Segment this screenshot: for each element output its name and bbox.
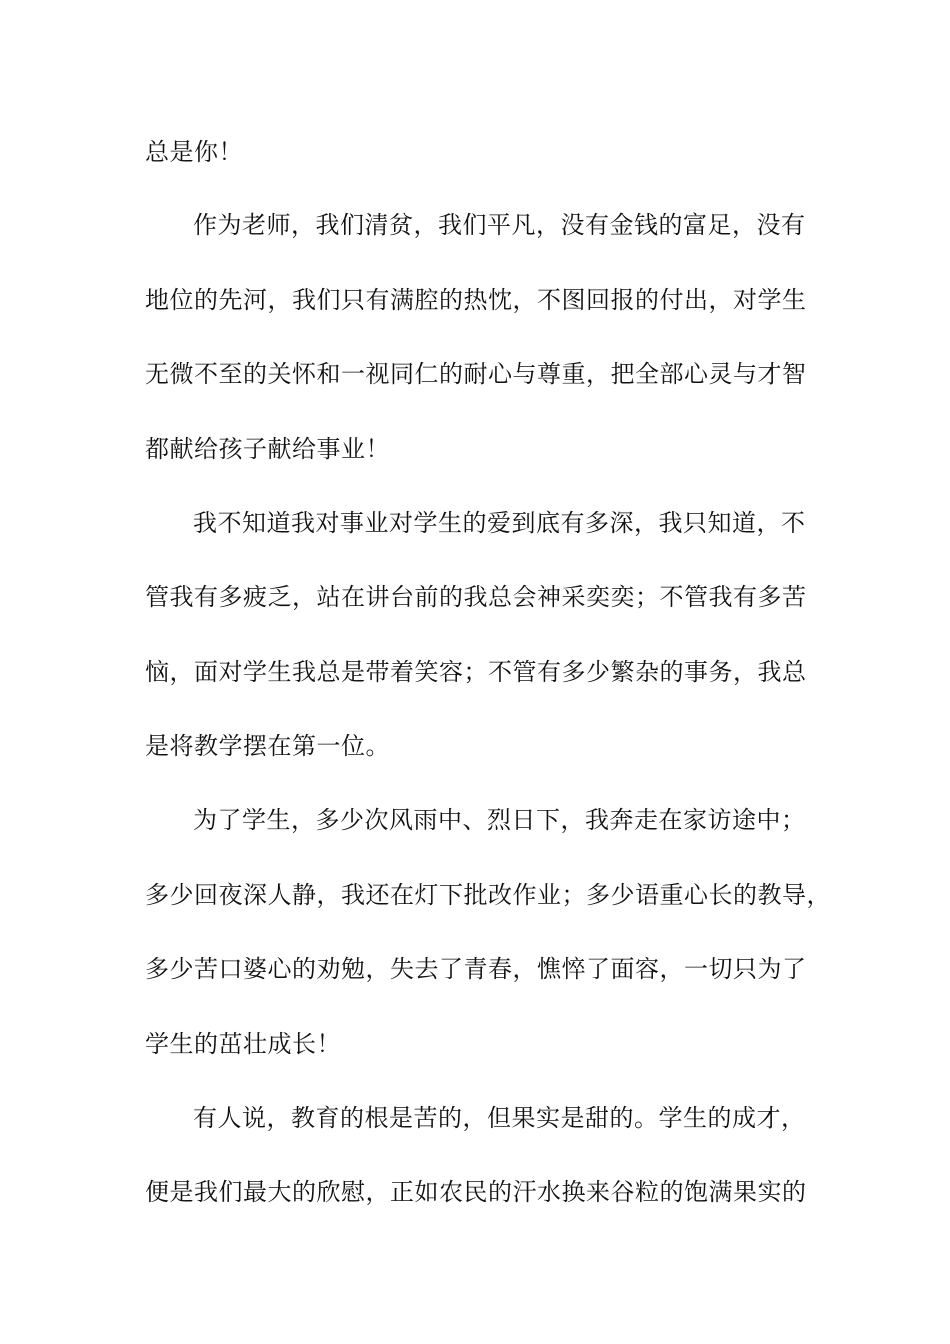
paragraph-first-line: 作为老师，我们清贫，我们平凡，没有金钱的富足，没有 [193, 211, 806, 239]
text-line: 多少回夜深人静，我还在灯下批改作业；多少语重心长的教导， [145, 881, 831, 909]
text-line: 都献给孩子献给事业！ [145, 435, 390, 463]
text-line: 无微不至的关怀和一视同仁的耐心与尊重，把全部心灵与才智 [145, 360, 807, 388]
paragraph-first-line: 为了学生，多少次风雨中、烈日下，我奔走在家访途中； [193, 806, 806, 834]
text-line: 是将教学摆在第一位。 [145, 732, 390, 760]
text-line: 恼，面对学生我总是带着笑容；不管有多少繁杂的事务，我总 [145, 658, 807, 686]
paragraph-first-line: 我不知道我对事业对学生的爱到底有多深，我只知道，不 [193, 509, 806, 537]
text-line: 学生的茁壮成长！ [145, 1030, 341, 1058]
text-line: 地位的先河，我们只有满腔的热忱，不图回报的付出，对学生 [145, 286, 807, 314]
paragraph-first-line: 有人说，教育的根是苦的，但果实是甜的。学生的成才， [193, 1104, 806, 1132]
text-line: 管我有多疲乏，站在讲台前的我总会神采奕奕；不管我有多苦 [145, 583, 807, 611]
text-line: 多少苦口婆心的劝勉，失去了青春，憔悴了面容，一切只为了 [145, 955, 807, 983]
text-line: 便是我们最大的欣慰，正如农民的汗水换来谷粒的饱满果实的 [145, 1178, 807, 1206]
text-line: 总是你！ [145, 138, 243, 166]
